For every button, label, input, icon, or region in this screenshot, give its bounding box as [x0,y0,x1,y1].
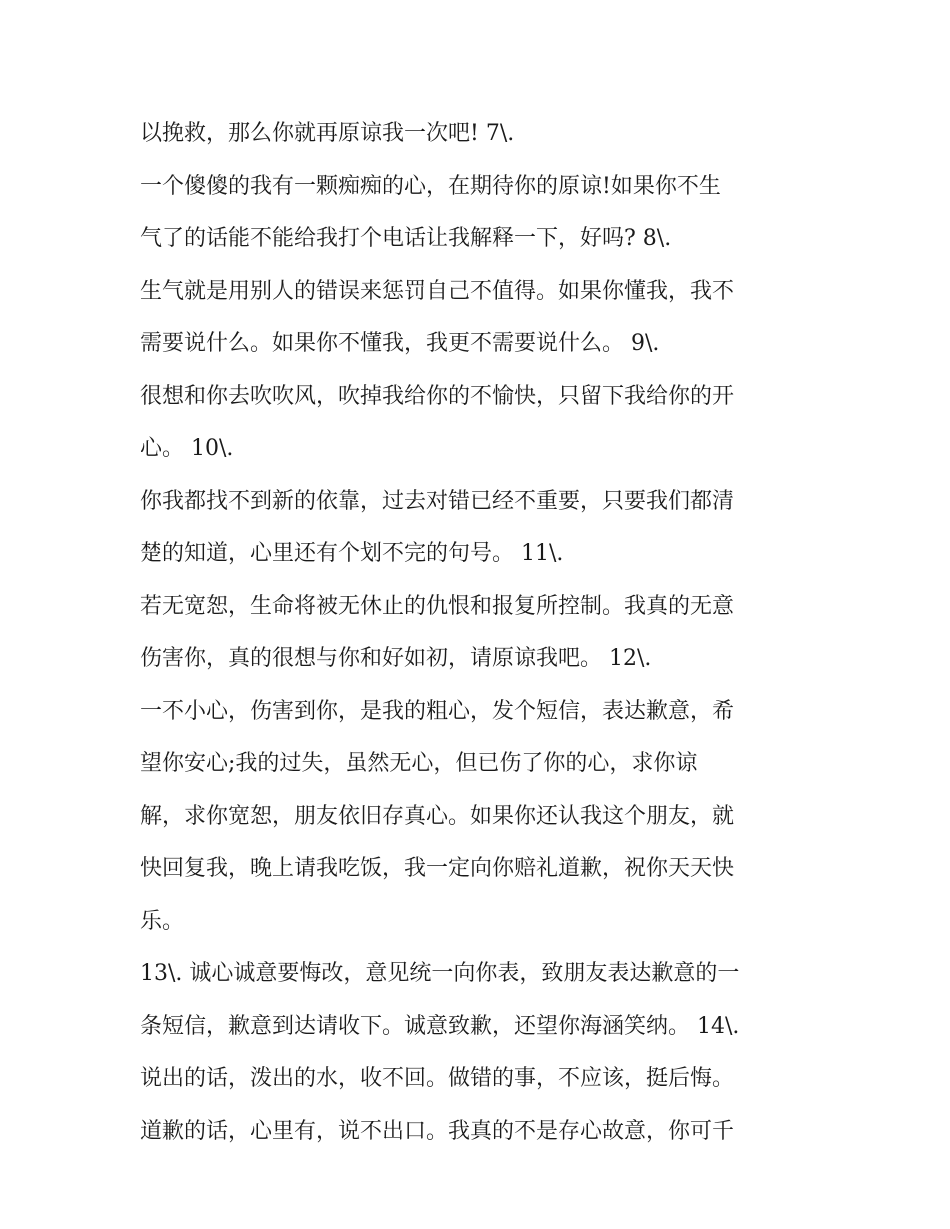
text-line: 13\. 诚心诚意要悔改，意见统一向你表，致朋友表达歉意的一 [140,961,740,986]
text-line: 望你安心;我的过失，虽然无心，但已伤了你的心，求你谅 [140,751,698,776]
text-line: 快回复我，晚上请我吃饭，我一定向你赔礼道歉，祝你天天快 [140,856,735,881]
text-line: 伤害你，真的很想与你和好如初，请原谅我吧。 12\. [140,646,652,671]
text-line: 需要说什么。如果你不懂我，我更不需要说什么。 9\. [140,331,660,356]
text-line: 乐。 [140,908,185,934]
text-line: 条短信，歉意到达请收下。诚意致歉，还望你海涵笑纳。 14\. [140,1013,740,1039]
text-line: 楚的知道，心里还有个划不完的句号。 11\. [140,541,564,566]
text-line: 你我都找不到新的依靠，过去对错已经不重要，只要我们都清 [140,488,735,514]
text-line: 道歉的话，心里有，说不出口。我真的不是存心故意，你可千 [140,1118,735,1144]
text-line: 若无宽恕，生命将被无休止的仇恨和报复所控制。我真的无意 [140,593,735,619]
text-line: 一个傻傻的我有一颗痴痴的心，在期待你的原谅!如果你不生 [140,173,721,199]
text-line: 解，求你宽恕，朋友依旧存真心。如果你还认我这个朋友，就 [140,803,735,829]
text-line: 很想和你去吹吹风，吹掉我给你的不愉快，只留下我给你的开 [140,383,735,409]
text-line: 以挽救，那么你就再原谅我一次吧! 7\. [140,121,515,146]
text-line: 一不小心，伤害到你，是我的粗心，发个短信，表达歉意，希 [140,698,735,724]
document-body [140,108,830,1158]
text-line: 生气就是用别人的错误来惩罚自己不值得。如果你懂我，我不 [140,278,735,304]
text-line: 气了的话能不能给我打个电话让我解释一下，好吗? 8\. [140,226,672,251]
text-line: 心。 10\. [140,436,234,461]
text-line: 说出的话，泼出的水，收不回。做错的事，不应该，挺后悔。 [140,1066,735,1091]
